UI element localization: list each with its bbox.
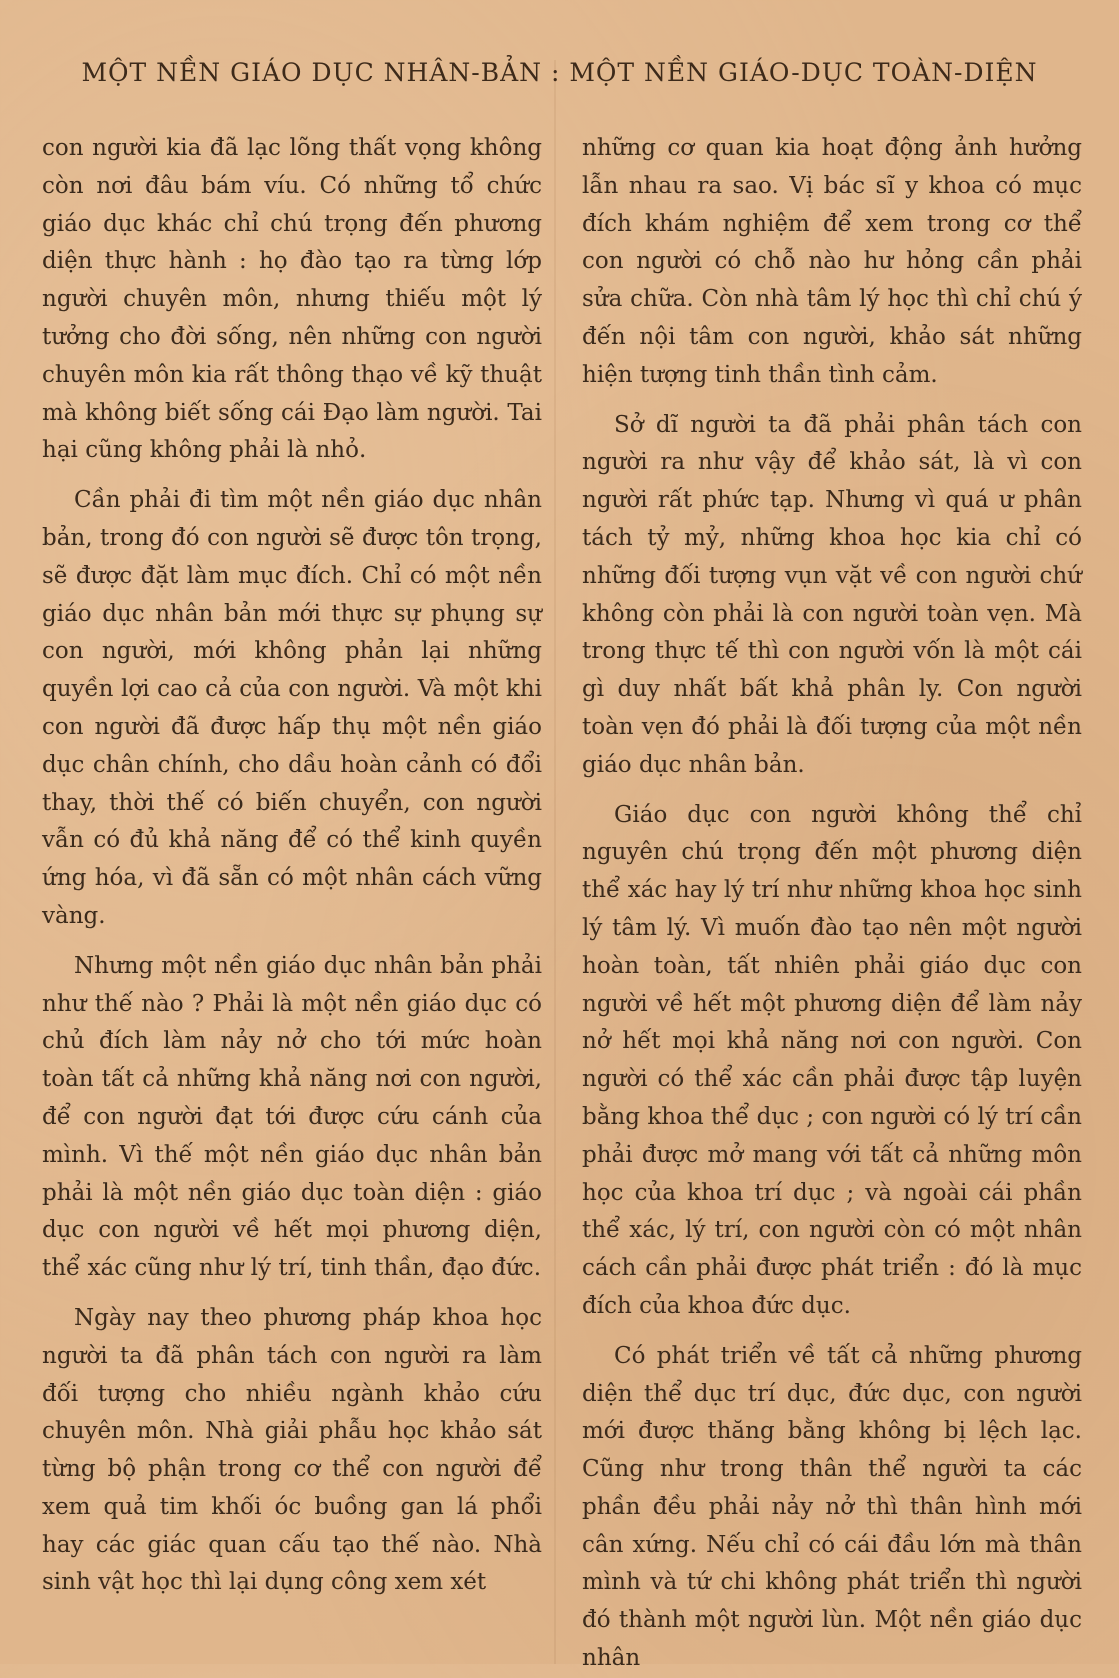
page-fold: [554, 60, 556, 1664]
right-paragraph-1: những cơ quan kia hoạt động ảnh hưởng lẫn nhau ra sao. Vị bác sĩ y khoa có mục đích khám nghiệm để xem trong cơ thể con người có chỗ nào hư hỏng cần phải sửa chữa. Còn nhà tâm lý học thì chỉ chú ý đến nội tâm con người, khảo sát những hiện tượng tinh thần tình cảm.: [582, 135, 1082, 388]
left-paragraph-3: Nhưng một nền giáo dục nhân bản phải như thế nào ? Phải là một nền giáo dục có chủ đích làm nảy nở cho tới mức hoàn toàn tất cả những khả năng nơi con người, để con người đạt tới được cứu cánh của mình. Vì thế một nền giáo dục nhân bản phải là một nền giáo dục toàn diện : giáo dục con người về hết mọi phương diện, thể xác cũng như lý trí, tinh thần, đạo đức.: [42, 952, 542, 1282]
right-paragraph-2: Sở dĩ người ta đã phải phân tách con người ra như vậy để khảo sát, là vì con người rất phức tạp. Nhưng vì quá ư phân tách tỷ mỷ, những khoa học kia chỉ có những đối tượng vụn vặt về con người chứ không còn phải là con người toàn vẹn. Mà trong thực tế thì con người vốn là một cái gì duy nhất bất khả phân ly. Con người toàn vẹn đó phải là đối tượng của một nền giáo dục nhân bản.: [582, 411, 1082, 778]
left-column: [42, 130, 542, 1602]
right-column: [582, 130, 1082, 1678]
right-paragraph-3: Giáo dục con người không thể chỉ nguyên chú trọng đến một phương diện thể xác hay lý trí như những khoa học sinh lý tâm lý. Vì muốn đào tạo nên một người hoàn toàn, tất nhiên phải giáo dục con người về hết một phương diện để làm nảy nở hết mọi khả năng nơi con người. Con người có thể xác cần phải được tập luyện bằng khoa thể dục ; con người có lý trí cần phải được mở mang với tất cả những môn học của khoa trí dục ; và ngoài cái phần thể xác, lý trí, con người còn có một nhân cách cần phải được phát triển : đó là mục đích của khoa đức dục.: [582, 801, 1082, 1319]
left-paragraph-2: Cần phải đi tìm một nền giáo dục nhân bản, trong đó con người sẽ được tôn trọng, sẽ được đặt làm mục đích. Chỉ có một nền giáo dục nhân bản mới thực sự phụng sự con người, mới không phản lại những quyền lợi cao cả của con người. Và một khi con người đã được hấp thụ một nền giáo dục chân chính, cho dầu hoàn cảnh có đổi thay, thời thế có biến chuyển, con người vẫn có đủ khả năng để có thể kinh quyền ứng hóa, vì đã sẵn có một nhân cách vững vàng.: [42, 487, 542, 929]
right-paragraph-4: Có phát triển về tất cả những phương diện thể dục trí dục, đức dục, con người mới được thăng bằng không bị lệch lạc. Cũng như trong thân thể người ta các phần đều phải nảy nở thì thân hình mới cân xứng. Nếu chỉ có cái đầu lớn mà thân mình và tứ chi không phát triển thì người đó thành một người lùn. Một nền giáo dục nhân: [582, 1342, 1082, 1672]
page-header: MỘT NỀN GIÁO DỤC NHÂN-BẢN : MỘT NỀN GIÁO-DỤC TOÀN-DIỆN: [81, 58, 1038, 87]
left-paragraph-1: con người kia đã lạc lõng thất vọng không còn nơi đâu bám víu. Có những tổ chức giáo dục khác chỉ chú trọng đến phương diện thực hành : họ đào tạo ra từng lớp người chuyên môn, nhưng thiếu một lý tưởng cho đời sống, nên những con người chuyên môn kia rất thông thạo về kỹ thuật mà không biết sống cái Đạo làm người. Tai hại cũng không phải là nhỏ.: [42, 135, 542, 464]
left-paragraph-4: Ngày nay theo phương pháp khoa học người ta đã phân tách con người ra làm đối tượng cho nhiều ngành khảo cứu chuyên môn. Nhà giải phẫu học khảo sát từng bộ phận trong cơ thể con người để xem quả tim khối óc buồng gan lá phổi hay các giác quan cấu tạo thế nào. Nhà sinh vật học thì lại dụng công xem xét: [42, 1304, 542, 1596]
